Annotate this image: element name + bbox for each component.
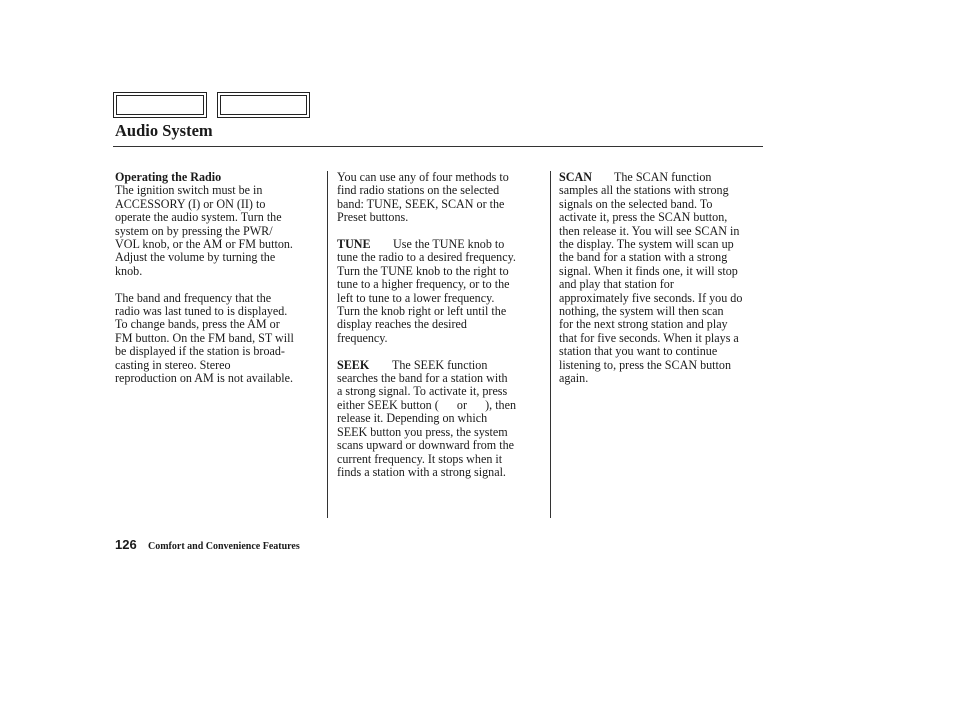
text-line: tune the radio to a desired frequency.: [337, 250, 516, 265]
text-line: the band for a station with a strong: [559, 250, 728, 265]
chapter-label: Comfort and Convenience Features: [148, 541, 300, 552]
text-line: and play that station for: [559, 277, 674, 292]
text-line: find radio stations on the selected: [337, 183, 500, 198]
text-line: either SEEK button ( or ), then: [337, 397, 517, 412]
scan-heading-line: SCAN The SCAN function: [559, 170, 712, 184]
text-line: radio was last tuned to is displayed.: [115, 304, 288, 319]
text-line: casting in stereo. Stereo: [115, 357, 231, 372]
text-line: the display. The system will scan up: [559, 237, 734, 252]
tune-heading-line: TUNE Use the TUNE knob to: [337, 237, 505, 252]
paragraph-gap: [337, 345, 545, 358]
text-line: nothing, the system will then scan: [559, 304, 724, 319]
text-line: a strong signal. To activate it, press: [337, 384, 508, 399]
text-line: release it. Depending on which: [337, 411, 488, 426]
column-divider: [327, 171, 328, 518]
text-line: Turn the knob right or left until the: [337, 304, 507, 319]
section-title: Audio System: [115, 121, 213, 140]
text-line: listening to, press the SCAN button: [559, 357, 731, 372]
text-line: left to tune to a lower frequency.: [337, 290, 495, 305]
column-2: [337, 171, 545, 479]
column-1: [115, 171, 320, 385]
text-line: Turn the TUNE knob to the right to: [337, 263, 509, 278]
text-line: approximately five seconds. If you do: [559, 290, 743, 305]
column-divider: [550, 171, 551, 518]
text-line: knob.: [115, 263, 143, 278]
text-line: VOL knob, or the AM or FM button.: [115, 237, 293, 252]
paragraph-gap: [115, 278, 320, 291]
text-line: signals on the selected band. To: [559, 196, 713, 211]
text-line: for the next strong station and play: [559, 317, 728, 332]
text-line: current frequency. It stops when it: [337, 451, 503, 466]
nav-box-previous[interactable]: [113, 92, 207, 118]
text-line: Preset buttons.: [337, 210, 409, 225]
text-line: You can use any of four methods to: [337, 170, 509, 184]
text-line: The ignition switch must be in: [115, 183, 263, 198]
text-line: searches the band for a station with: [337, 371, 508, 386]
text-line: activate it, press the SCAN button,: [559, 210, 728, 225]
text-line: again.: [559, 371, 589, 386]
text-line: To change bands, press the AM or: [115, 317, 280, 332]
page-number: 126: [115, 537, 137, 552]
paragraph-gap: [337, 225, 545, 238]
text-line: FM button. On the FM band, ST will: [115, 330, 294, 345]
text-line: finds a station with a strong signal.: [337, 464, 506, 479]
text-line: band: TUNE, SEEK, SCAN or the: [337, 196, 505, 211]
title-rule: [113, 146, 763, 147]
text-line: operate the audio system. Turn the: [115, 210, 282, 225]
text-line: be displayed if the station is broad-: [115, 344, 285, 359]
text-line: tune to a higher frequency, or to the: [337, 277, 510, 292]
scan-label: SCAN: [559, 170, 592, 184]
text-line: Adjust the volume by turning the: [115, 250, 276, 265]
text-line: SEEK button you press, the system: [337, 424, 508, 439]
text-line: The band and frequency that the: [115, 290, 272, 305]
text-line: ACCESSORY (I) or ON (II) to: [115, 196, 266, 211]
text-line: scans upward or downward from the: [337, 438, 514, 453]
text-line: reproduction on AM is not available.: [115, 371, 294, 386]
text-line: that for five seconds. When it plays a: [559, 330, 739, 345]
seek-label: SEEK: [337, 357, 370, 372]
text-line: then release it. You will see SCAN in: [559, 223, 740, 238]
text-line: signal. When it finds one, it will stop: [559, 263, 738, 278]
tune-label: TUNE: [337, 237, 371, 252]
nav-box-next[interactable]: [217, 92, 310, 118]
text-line: system on by pressing the PWR/: [115, 223, 273, 238]
heading-operating-radio: Operating the Radio: [115, 170, 222, 184]
text-line: frequency.: [337, 330, 388, 345]
text-line: display reaches the desired: [337, 317, 467, 332]
seek-heading-line: SEEK The SEEK function: [337, 357, 488, 372]
text-line: station that you want to continue: [559, 344, 718, 359]
column-3: [559, 171, 765, 386]
text-line: samples all the stations with strong: [559, 183, 729, 198]
